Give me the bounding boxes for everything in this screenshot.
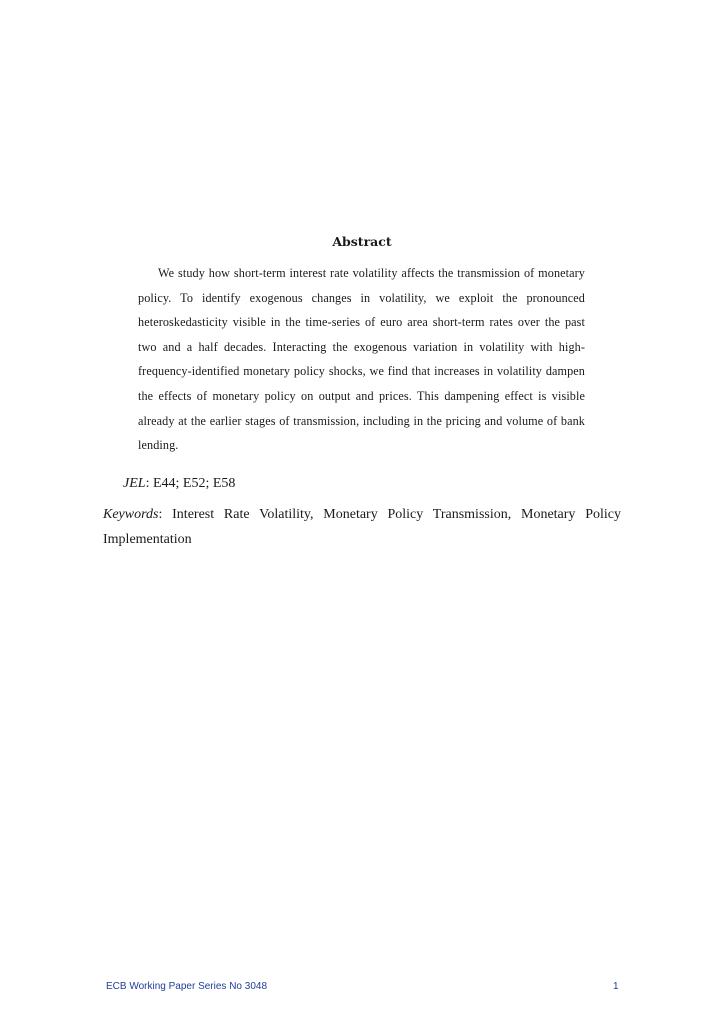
keywords-line (103, 502, 621, 552)
abstract-heading: Abstract (332, 234, 392, 249)
footer-series-title: ECB Working Paper Series No 3048 (106, 981, 268, 992)
jel-codes-line (123, 476, 235, 492)
abstract-text: We study how short-term interest rate volatility affects the transmission of monetary policy. To identify exogenous changes in volatility, we exploit the pronounced heteroskedasticity visible in the time-series of euro area short-term rates over the past two and a half decades. Interacting the exogenous variation in volatility with high-frequency-identified monetary policy shocks, we find that increases in volatility dampen the effects of monetary policy on output and prices. This dampening effect is visible already at the earlier stages of transmission, including in the pricing and volume of bank lending. (138, 266, 585, 453)
page-number: 1 (613, 981, 619, 992)
jel-codes: : E44; E52; E58 (145, 476, 236, 491)
keywords-text: : Interest Rate Volatility, Monetary Policy Transmission, Monetary Policy Implementation (103, 507, 621, 547)
keywords-label: Keywords (103, 507, 159, 522)
jel-label: JEL (123, 476, 146, 491)
